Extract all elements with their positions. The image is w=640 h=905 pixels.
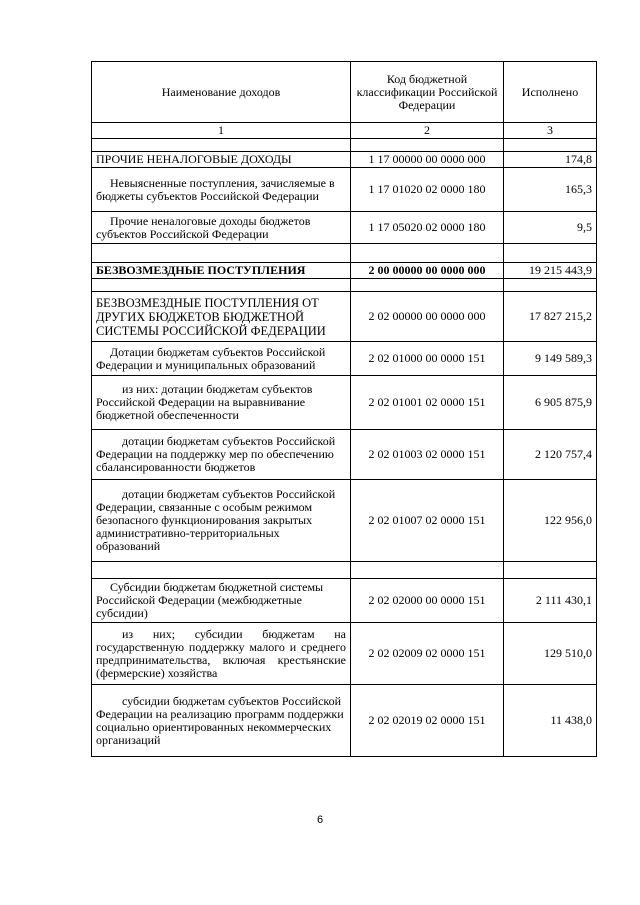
column-number: 1	[92, 123, 351, 139]
row-code: 2 00 00000 00 0000 000	[351, 263, 504, 279]
row-code: 1 17 01020 02 0000 180	[351, 168, 504, 212]
table-row	[92, 152, 597, 168]
row-name: дотации бюджетам субъектов Российской Федерации, связанные с особым режимом безопасного функционирования закрытых административно-территориальных образований	[92, 480, 351, 562]
table-row	[92, 212, 597, 244]
row-code: 2 02 01007 02 0000 151	[351, 480, 504, 562]
row-value: 9 149 589,3	[504, 342, 597, 376]
table-row	[92, 168, 597, 212]
row-value: 129 510,0	[504, 623, 597, 685]
row-name: из них; субсидии бюджетам на государственную поддержку малого и среднего предпринимательства, включая крестьянские (фермерские) хозяйства	[92, 623, 351, 685]
page-number: 6	[316, 814, 324, 826]
row-code: 2 02 00000 00 0000 000	[351, 292, 504, 342]
row-name: субсидии бюджетам субъектов Российской Федерации на реализацию программ поддержки социально ориентированных некоммерческих организаций	[92, 685, 351, 757]
table-row	[92, 480, 597, 562]
table-row	[92, 342, 597, 376]
row-name: дотации бюджетам субъектов Российской Федерации на поддержку мер по обеспечению сбалансированности бюджетов	[92, 430, 351, 480]
table-row	[92, 579, 597, 623]
row-value: 2 111 430,1	[504, 579, 597, 623]
row-value: 165,3	[504, 168, 597, 212]
table-row	[92, 263, 597, 279]
column-number: 2	[351, 123, 504, 139]
column-number-row	[92, 123, 597, 139]
row-value: 11 438,0	[504, 685, 597, 757]
row-value: 174,8	[504, 152, 597, 168]
row-code: 2 02 02009 02 0000 151	[351, 623, 504, 685]
row-code: 2 02 01000 00 0000 151	[351, 342, 504, 376]
table-row	[92, 685, 597, 757]
row-name: Невыясненные поступления, зачисляемые в бюджеты субъектов Российской Федерации	[92, 168, 351, 212]
table-row	[92, 623, 597, 685]
table-row	[92, 430, 597, 480]
header-name: Наименование доходов	[92, 62, 351, 123]
table-row	[92, 376, 597, 430]
table-row	[92, 292, 597, 342]
header-executed: Исполнено	[504, 62, 597, 123]
row-value: 122 956,0	[504, 480, 597, 562]
row-code: 2 02 01003 02 0000 151	[351, 430, 504, 480]
row-value: 2 120 757,4	[504, 430, 597, 480]
row-value: 17 827 215,2	[504, 292, 597, 342]
row-code: 1 17 05020 02 0000 180	[351, 212, 504, 244]
row-name: Прочие неналоговые доходы бюджетов субъектов Российской Федерации	[92, 212, 351, 244]
empty-row	[92, 562, 597, 579]
row-name: из них: дотации бюджетам субъектов Российской Федерации на выравнивание бюджетной обеспеченности	[92, 376, 351, 430]
row-name: Субсидии бюджетам бюджетной системы Российской Федерации (межбюджетные субсидии)	[92, 579, 351, 623]
row-name: БЕЗВОЗМЕЗДНЫЕ ПОСТУПЛЕНИЯ ОТ ДРУГИХ БЮДЖЕТОВ БЮДЖЕТНОЙ СИСТЕМЫ РОССИЙСКОЙ ФЕДЕРАЦИИ	[92, 292, 351, 342]
row-name: ПРОЧИЕ НЕНАЛОГОВЫЕ ДОХОДЫ	[92, 152, 351, 168]
column-number: 3	[504, 123, 597, 139]
row-code: 2 02 02019 02 0000 151	[351, 685, 504, 757]
empty-row	[92, 279, 597, 292]
header-code: Код бюджетной классификации Российской Федерации	[351, 62, 504, 123]
empty-row	[92, 244, 597, 263]
row-value: 6 905 875,9	[504, 376, 597, 430]
row-value: 19 215 443,9	[504, 263, 597, 279]
revenue-table	[91, 61, 597, 757]
row-name: БЕЗВОЗМЕЗДНЫЕ ПОСТУПЛЕНИЯ	[92, 263, 351, 279]
row-name: Дотации бюджетам субъектов Российской Федерации и муниципальных образований	[92, 342, 351, 376]
empty-row	[92, 139, 597, 152]
row-code: 2 02 02000 00 0000 151	[351, 579, 504, 623]
header-row	[92, 62, 597, 123]
row-value: 9,5	[504, 212, 597, 244]
row-code: 2 02 01001 02 0000 151	[351, 376, 504, 430]
row-code: 1 17 00000 00 0000 000	[351, 152, 504, 168]
